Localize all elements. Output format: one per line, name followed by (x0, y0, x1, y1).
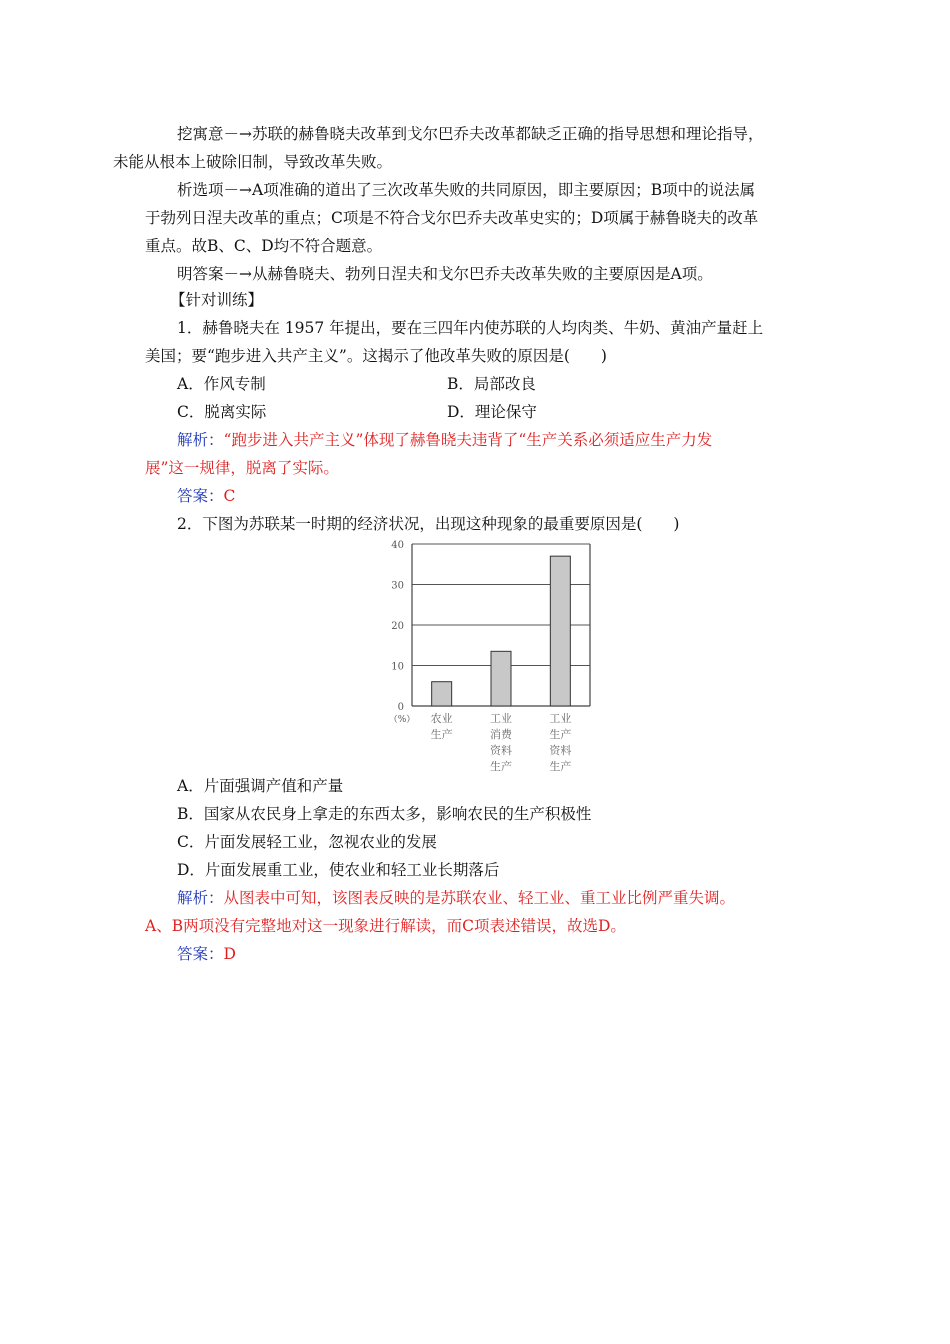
arrow-symbol: －→ (223, 181, 253, 199)
arrow-symbol: －→ (223, 265, 253, 283)
x-tick-label: 资料 (490, 744, 512, 757)
q1-options (177, 370, 737, 426)
q2-option-c[interactable]: C．片面发展轻工业，忽视农业的发展 (177, 833, 437, 851)
x-tick-label: 生产 (490, 760, 512, 773)
ming-da-an-text: 从赫鲁晓夫、勃列日涅夫和戈尔巴乔夫改革失败的主要原因是A项。 (252, 265, 713, 283)
x-tick-label: 农业 (430, 712, 453, 725)
q1-option-b[interactable]: B．局部改良 (447, 375, 536, 393)
q1-answer-label: 答案： (177, 487, 224, 505)
q1-analysis-line-2: 展”这一规律，脱离了实际。 (145, 459, 339, 477)
q1-stem-line-1: 1．赫鲁晓夫在 1957 年提出，要在三四年内使苏联的人均肉类、牛奶、黄油产量赶上 (177, 319, 764, 337)
xi-xuan-xiang-label: 析选项 (177, 181, 224, 199)
x-tick-label: 生产 (549, 760, 572, 773)
q2-options (177, 772, 591, 884)
x-tick-label: 工业 (490, 712, 512, 725)
q1-option-c[interactable]: C．脱离实际 (177, 403, 267, 421)
q1-stem-line-2: 美国；要“跑步进入共产主义”。这揭示了他改革失败的原因是( ) (145, 347, 607, 365)
wa-yu-yi-text: 苏联的赫鲁晓夫改革到戈尔巴乔夫改革都缺乏正确的指导思想和理论指导， (252, 125, 764, 143)
q1-analysis-line-1 (145, 426, 820, 454)
q2-analysis-text: 从图表中可知，该图表反映的是苏联农业、轻工业、重工业比例严重失调。 (223, 889, 736, 907)
q1-answer (145, 482, 820, 510)
q1-option-a[interactable]: A．作风专制 (177, 375, 266, 393)
y-tick-label: 10 (391, 661, 404, 673)
q1-option-d[interactable]: D．理论保守 (447, 403, 537, 421)
wa-yu-yi-text-cont: 未能从根本上破除旧制，导致改革失败。 (113, 153, 393, 171)
x-tick-label: 生产 (430, 728, 453, 741)
xi-xuan-xiang-line-2: 于勃列日涅夫改革的重点；C项是不符合戈尔巴乔夫改革史实的；D项属于赫鲁晓夫的改革 (145, 209, 759, 227)
xi-xuan-xiang-paragraph (145, 176, 820, 204)
q1-answer-value: C (223, 487, 236, 505)
bar (550, 556, 570, 706)
x-tick-label: 工业 (549, 712, 572, 725)
section-title: 【针对训练】 (170, 291, 264, 309)
y-tick-label: 0 (397, 702, 404, 713)
bar (432, 682, 452, 706)
x-tick-label: 生产 (549, 728, 572, 741)
q2-option-d[interactable]: D．片面发展重工业，使农业和轻工业长期落后 (177, 861, 500, 879)
unit-label: （%） (388, 715, 416, 725)
q2-stem: 2．下图为苏联某一时期的经济状况，出现这种现象的最重要原因是( ) (177, 515, 680, 533)
y-tick-label: 20 (391, 621, 404, 632)
x-tick-label: 消费 (490, 728, 512, 741)
wa-yu-yi-label: 挖寓意 (177, 125, 224, 143)
bar-chart (378, 538, 598, 774)
q2-option-b[interactable]: B．国家从农民身上拿走的东西太多，影响农民的生产积极性 (177, 805, 592, 823)
x-tick-label: 资料 (549, 744, 572, 757)
y-tick-label: 40 (391, 540, 404, 551)
q2-analysis-line-2: A、B两项没有完整地对这一现象进行解读，而C项表述错误，故选D。 (145, 917, 626, 935)
bar (491, 651, 511, 706)
q2-analysis-label: 解析： (177, 889, 224, 907)
ming-da-an-paragraph (145, 260, 820, 288)
q1-analysis-label: 解析： (177, 431, 224, 449)
q1-analysis-text: “跑步进入共产主义”体现了赫鲁晓夫违背了“生产关系必须适应生产力发 (223, 431, 713, 449)
ming-da-an-label: 明答案 (177, 265, 224, 283)
q2-analysis-line-1 (145, 884, 835, 912)
xi-xuan-xiang-line-3: 重点。故B、C、D均不符合题意。 (145, 237, 383, 255)
q2-option-a[interactable]: A．片面强调产值和产量 (177, 777, 344, 795)
y-tick-label: 30 (391, 580, 404, 592)
xi-xuan-xiang-text: A项准确的道出了三次改革失败的共同原因，即主要原因；B项中的说法属 (252, 181, 756, 199)
q2-answer-label: 答案： (177, 945, 224, 963)
q2-answer-value: D (223, 945, 236, 963)
arrow-symbol: －→ (223, 125, 253, 143)
wa-yu-yi-paragraph (113, 120, 820, 176)
q2-answer (145, 940, 820, 968)
